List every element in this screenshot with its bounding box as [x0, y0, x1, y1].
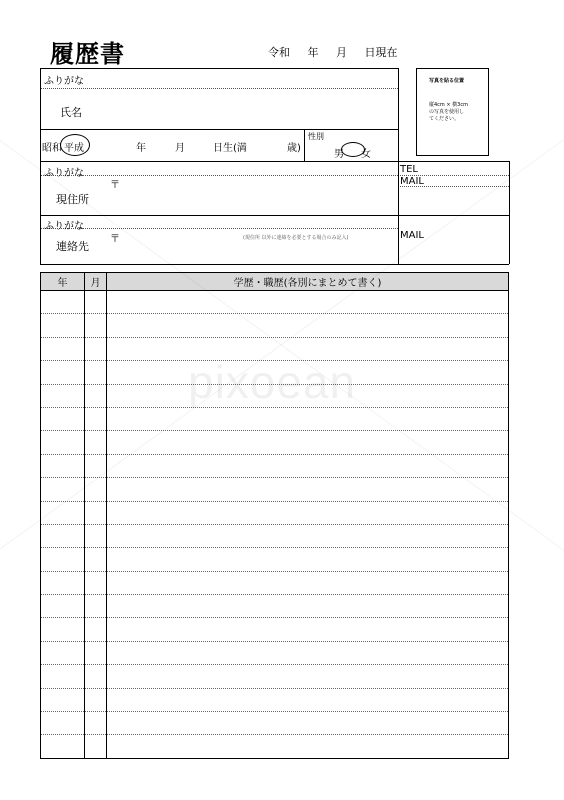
contact-mail-label: MAIL — [400, 230, 424, 241]
birth-bottom-border — [40, 161, 509, 162]
gender-divider — [304, 129, 305, 161]
history-col-content: 学歴・職歴(各別にまとめて書く) — [107, 273, 509, 291]
date-era: 令和 — [268, 46, 290, 59]
history-year-cell[interactable] — [41, 314, 85, 337]
date-suffix: 日現在 — [364, 46, 398, 59]
history-year-cell[interactable] — [41, 571, 85, 594]
address-furigana-label: ふりがな — [44, 168, 84, 179]
history-row — [41, 431, 509, 454]
history-row — [41, 524, 509, 547]
history-content-cell[interactable] — [107, 735, 509, 758]
history-month-cell[interactable] — [85, 431, 107, 454]
birth-era-heisei: 平成 — [64, 143, 84, 154]
history-year-cell[interactable] — [41, 548, 85, 571]
contact-postal-mark: 〒 — [110, 234, 120, 245]
right-column-divider — [398, 68, 399, 264]
history-row — [41, 407, 509, 430]
document-title: 履歴書 — [50, 40, 125, 68]
name-block-top-border — [40, 68, 398, 69]
date-month: 月 — [336, 46, 347, 59]
history-row — [41, 291, 509, 314]
history-content-cell[interactable] — [107, 665, 509, 688]
history-content-cell[interactable] — [107, 595, 509, 618]
history-row — [41, 595, 509, 618]
contact-label: 連絡先 — [56, 240, 89, 253]
birth-month-label: 月 — [175, 143, 185, 154]
contact-furigana-separator — [40, 228, 398, 229]
history-year-cell[interactable] — [41, 431, 85, 454]
gender-label: 性別 — [308, 132, 324, 141]
history-month-cell[interactable] — [85, 501, 107, 524]
history-year-cell[interactable] — [41, 337, 85, 360]
history-year-cell[interactable] — [41, 478, 85, 501]
history-year-cell[interactable] — [41, 524, 85, 547]
tel-label: TEL — [400, 164, 418, 175]
history-month-cell[interactable] — [85, 735, 107, 758]
history-year-cell[interactable] — [41, 407, 85, 430]
history-content-cell[interactable] — [107, 618, 509, 641]
name-bottom-border — [40, 129, 398, 130]
history-row — [41, 735, 509, 758]
history-month-cell[interactable] — [85, 361, 107, 384]
address-postal-mark: 〒 — [110, 180, 120, 191]
history-year-cell[interactable] — [41, 454, 85, 477]
furigana-separator — [40, 88, 398, 89]
contact-bottom-border — [40, 264, 509, 265]
address-label: 現住所 — [56, 193, 89, 206]
photo-instruction-1: 縦4cm × 横3cm — [429, 102, 468, 108]
history-year-cell[interactable] — [41, 618, 85, 641]
history-month-cell[interactable] — [85, 314, 107, 337]
birth-age-label: 歳) — [287, 143, 301, 154]
history-row — [41, 548, 509, 571]
history-month-cell[interactable] — [85, 548, 107, 571]
photo-instruction-3: てください。 — [429, 116, 460, 122]
gender-male: 男 — [334, 149, 344, 160]
photo-title: 写真を貼る位置 — [429, 78, 465, 84]
history-month-cell[interactable] — [85, 618, 107, 641]
history-year-cell[interactable] — [41, 712, 85, 735]
birth-year-label: 年 — [136, 143, 146, 154]
history-content-cell[interactable] — [107, 641, 509, 664]
history-year-cell[interactable] — [41, 595, 85, 618]
history-row — [41, 571, 509, 594]
history-month-cell[interactable] — [85, 337, 107, 360]
history-year-cell[interactable] — [41, 291, 85, 314]
history-content-cell[interactable] — [107, 571, 509, 594]
address-left-border — [40, 161, 41, 264]
history-month-cell[interactable] — [85, 665, 107, 688]
history-row — [41, 641, 509, 664]
history-content-cell[interactable] — [107, 524, 509, 547]
history-month-cell[interactable] — [85, 524, 107, 547]
history-content-cell[interactable] — [107, 291, 509, 314]
address-furigana-separator — [40, 175, 398, 176]
photo-instruction-2: の写真を使用し — [429, 109, 465, 115]
history-header-row — [41, 273, 509, 291]
history-month-cell[interactable] — [85, 291, 107, 314]
contact-furigana-label: ふりがな — [44, 221, 84, 232]
history-month-cell[interactable] — [85, 641, 107, 664]
history-col-month: 月 — [85, 273, 107, 291]
history-month-cell[interactable] — [85, 688, 107, 711]
date-line — [268, 44, 398, 60]
history-month-cell[interactable] — [85, 384, 107, 407]
birth-day-label: 日生(満 — [213, 143, 247, 154]
history-row — [41, 478, 509, 501]
mail-label: MAIL — [400, 176, 424, 187]
history-year-cell[interactable] — [41, 641, 85, 664]
address-bottom-border — [40, 215, 509, 216]
history-year-cell[interactable] — [41, 688, 85, 711]
history-year-cell[interactable] — [41, 361, 85, 384]
history-month-cell[interactable] — [85, 595, 107, 618]
history-month-cell[interactable] — [85, 571, 107, 594]
history-row — [41, 712, 509, 735]
history-col-year: 年 — [41, 273, 85, 291]
history-row — [41, 665, 509, 688]
history-month-cell[interactable] — [85, 407, 107, 430]
history-month-cell[interactable] — [85, 478, 107, 501]
watermark: pixoean — [188, 356, 357, 408]
name-label: 氏名 — [60, 106, 82, 119]
history-month-cell[interactable] — [85, 712, 107, 735]
name-block-left-border — [40, 68, 41, 161]
history-content-cell[interactable] — [107, 478, 509, 501]
name-furigana-label: ふりがな — [44, 76, 84, 87]
history-row — [41, 501, 509, 524]
history-table — [40, 272, 509, 759]
contact-note: (現住所 以外に連絡を必要とする場合のみ記入) — [243, 235, 349, 241]
history-row — [41, 688, 509, 711]
history-content-cell[interactable] — [107, 712, 509, 735]
history-content-cell[interactable] — [107, 501, 509, 524]
history-content-cell[interactable] — [107, 688, 509, 711]
gender-female: 女 — [361, 149, 371, 160]
photo-placeholder[interactable] — [416, 68, 489, 156]
history-row — [41, 618, 509, 641]
date-year: 年 — [307, 46, 319, 59]
history-year-cell[interactable] — [41, 665, 85, 688]
history-content-cell[interactable] — [107, 548, 509, 571]
history-content-cell[interactable] — [107, 431, 509, 454]
history-row — [41, 314, 509, 337]
history-year-cell[interactable] — [41, 384, 85, 407]
birth-era-showa: 昭和 — [42, 143, 62, 154]
history-year-cell[interactable] — [41, 735, 85, 758]
